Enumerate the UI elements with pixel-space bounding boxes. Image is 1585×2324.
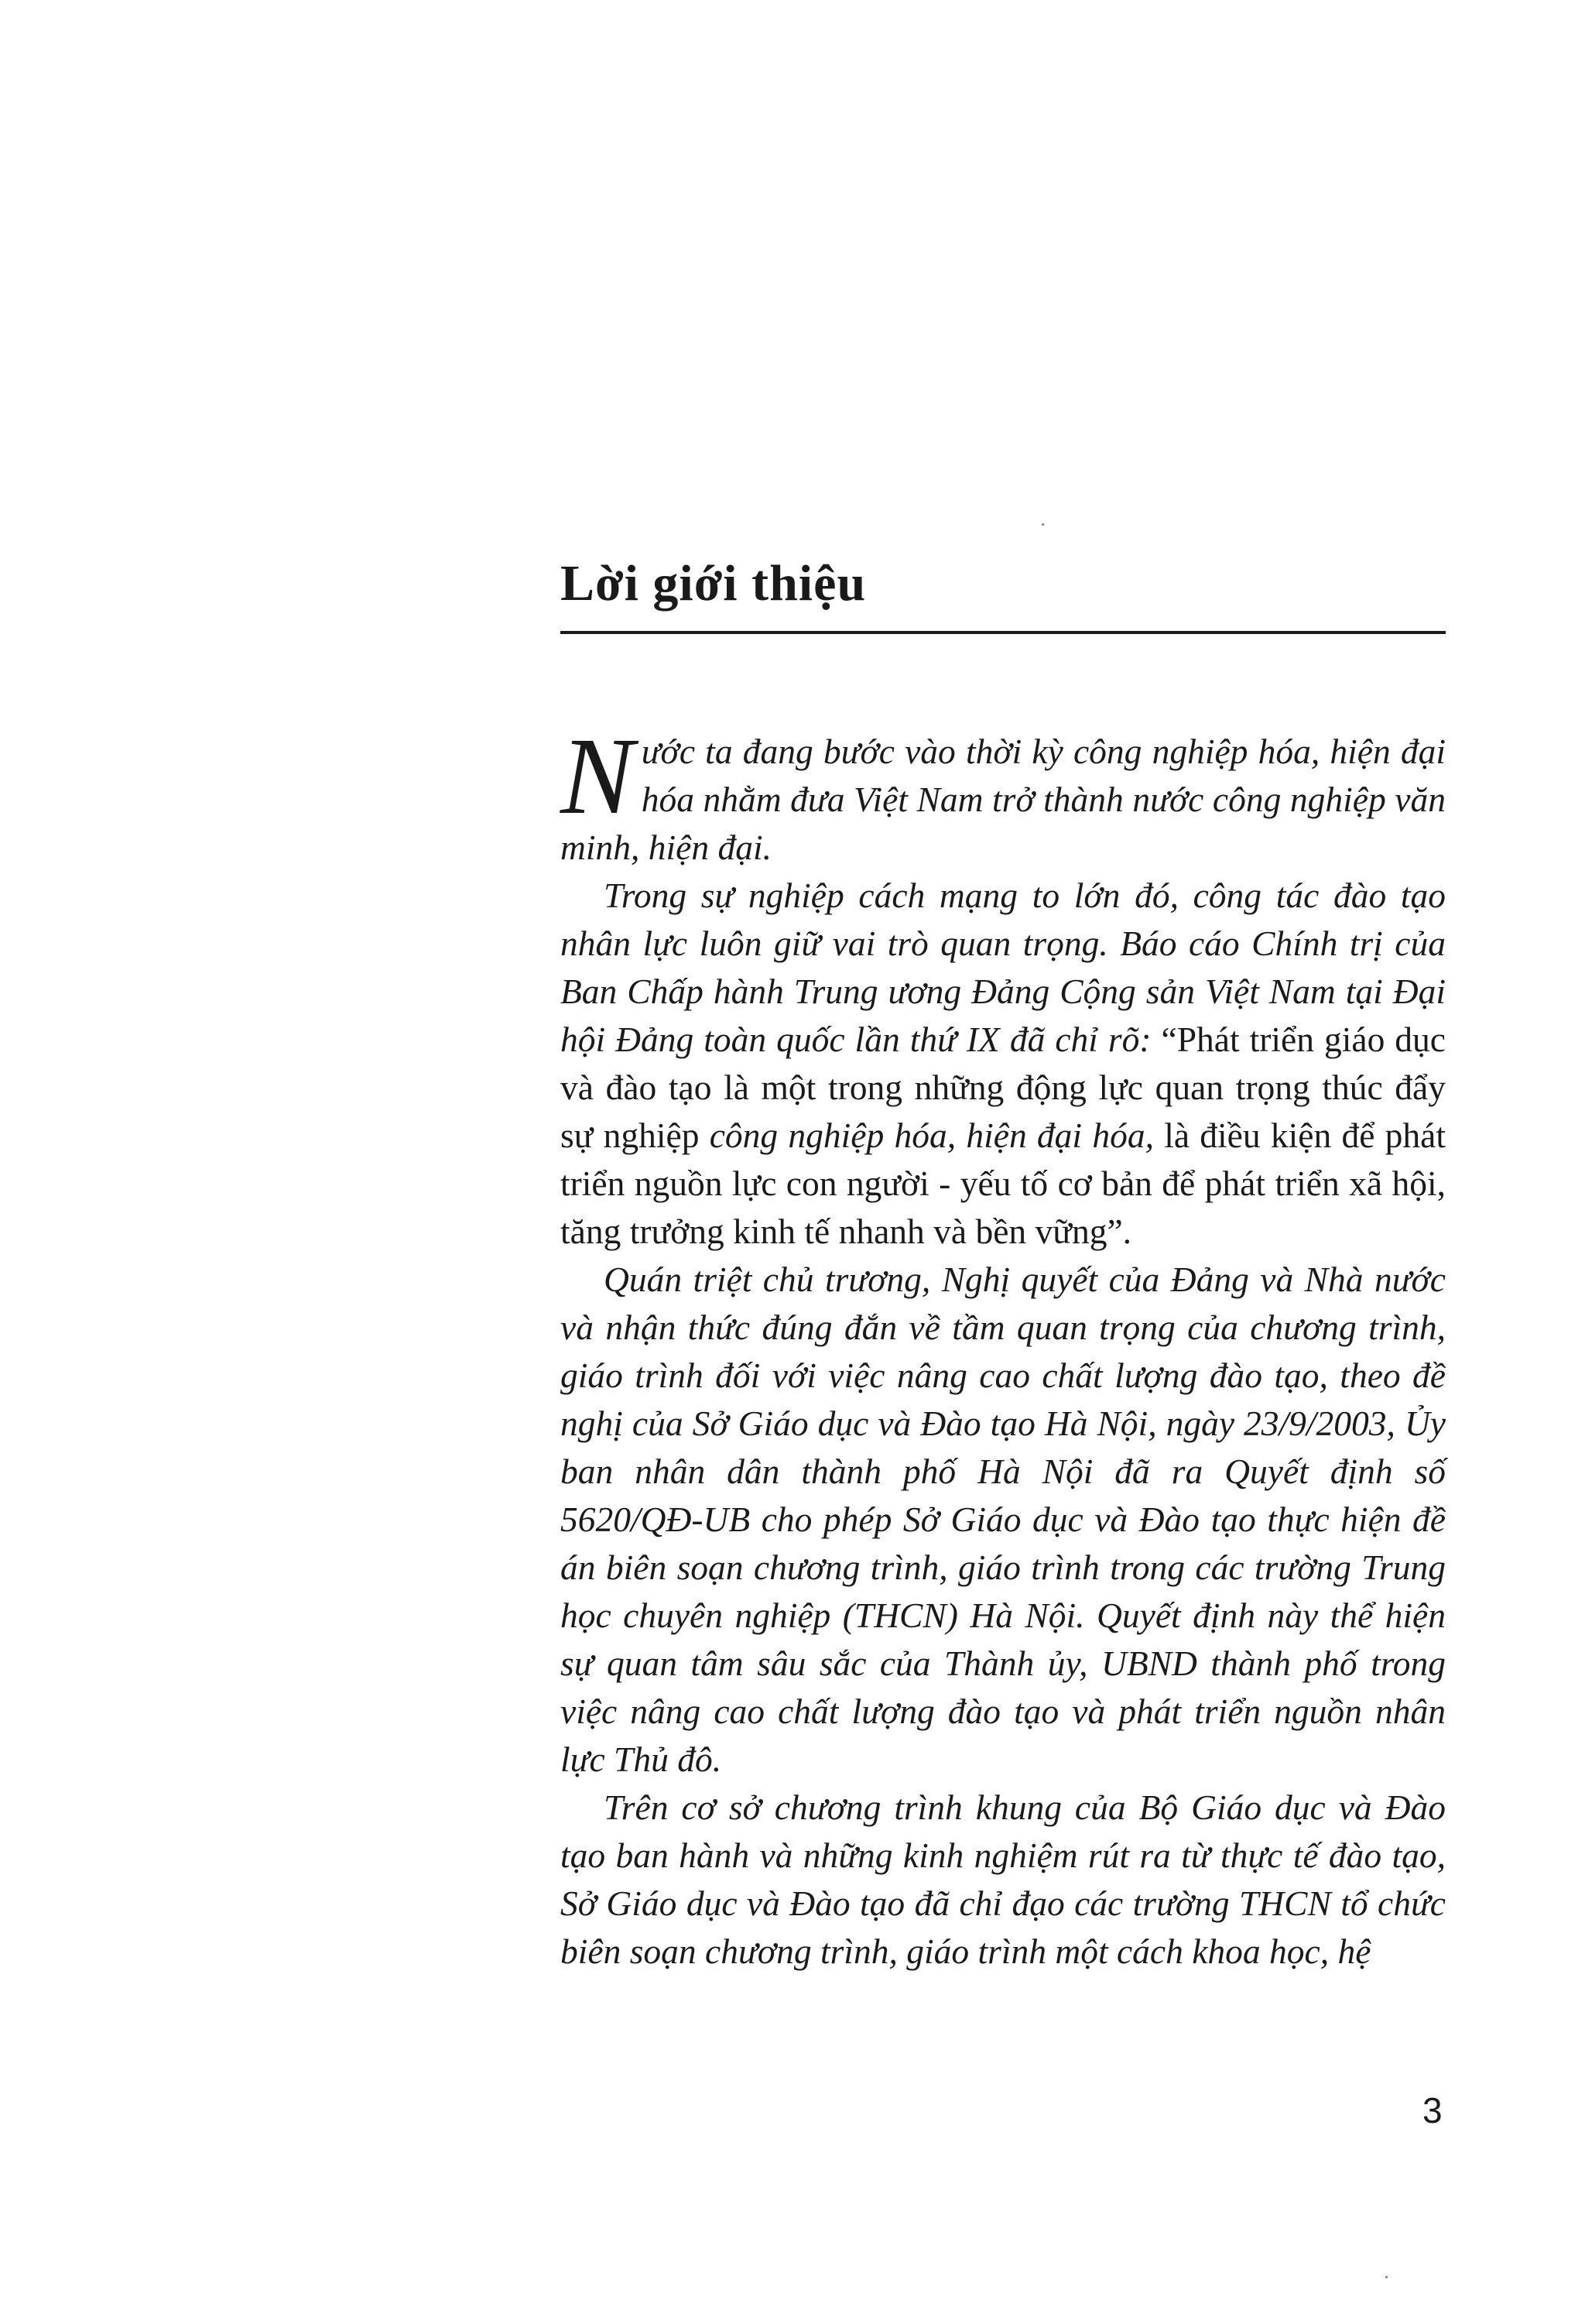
scan-speck	[1042, 523, 1044, 526]
paragraph-2-quote-end: là điều kiện để phát triển nguồn lực con người - yếu tố cơ bản để phát triển xã hội, tăng trưởng kinh tế nhanh và bền vững”.	[560, 1116, 1446, 1251]
scan-speck	[1385, 2276, 1388, 2278]
drop-cap: N	[560, 715, 634, 837]
title-underline	[560, 631, 1446, 634]
paragraph-3: Quán triệt chủ trương, Nghị quyết của Đảng và Nhà nước và nhận thức đúng đắn về tầm quan trọng của chương trình, giáo trình đối với việc nâng cao chất lượng đào tạo, theo đề nghị của Sở Giáo dục và Đào tạo Hà Nội, ngày 23/9/2003, Ủy ban nhân dân thành phố Hà Nội đã ra Quyết định số 5620/QĐ-UB cho phép Sở Giáo dục và Đào tạo thực hiện đề án biên soạn chương trình, giáo trình trong các trường Trung học chuyên nghiệp (THCN) Hà Nội. Quyết định này thể hiện sự quan tâm sâu sắc của Thành ủy, UBND thành phố trong việc nâng cao chất lượng đào tạo và phát triển nguồn nhân lực Thủ đô.	[560, 1260, 1446, 1779]
body-text	[560, 715, 1446, 1976]
paragraph-1-text: ước ta đang bước vào thời kỳ công nghiệp hóa, hiện đại hóa nhằm đưa Việt Nam trở thành nước công nghiệp văn minh, hiện đại.	[560, 732, 1446, 867]
paragraph-2-quote-start: “Phát triển giáo dục và đào tạo là một trong những động lực quan trọng thúc đẩy sự nghiệp	[560, 1020, 1446, 1155]
paragraph-2-quote-italic: công nghiệp hóa, hiện đại hóa,	[709, 1116, 1154, 1155]
paragraph-4: Trên cơ sở chương trình khung của Bộ Giáo dục và Đào tạo ban hành và những kinh nghiệm rút ra từ thực tế đào tạo, Sở Giáo dục và Đào tạo đã chỉ đạo các trường THCN tổ chức biên soạn chương trình, giáo trình một cách khoa học, hệ	[560, 1788, 1446, 1971]
page-number: 3	[1422, 2090, 1443, 2130]
paragraph-2-italic-text: Trong sự nghiệp cách mạng to lớn đó, công tác đào tạo nhân lực luôn giữ vai trò quan trọng. Báo cáo Chính trị của Ban Chấp hành Trung ương Đảng Cộng sản Việt Nam tại Đại hội Đảng toàn quốc lần thứ IX đã chỉ rõ:	[560, 876, 1446, 1059]
paragraph-2	[560, 872, 1446, 1256]
page-title: Lời giới thiệu	[560, 555, 867, 612]
paragraph-1	[560, 715, 1446, 872]
